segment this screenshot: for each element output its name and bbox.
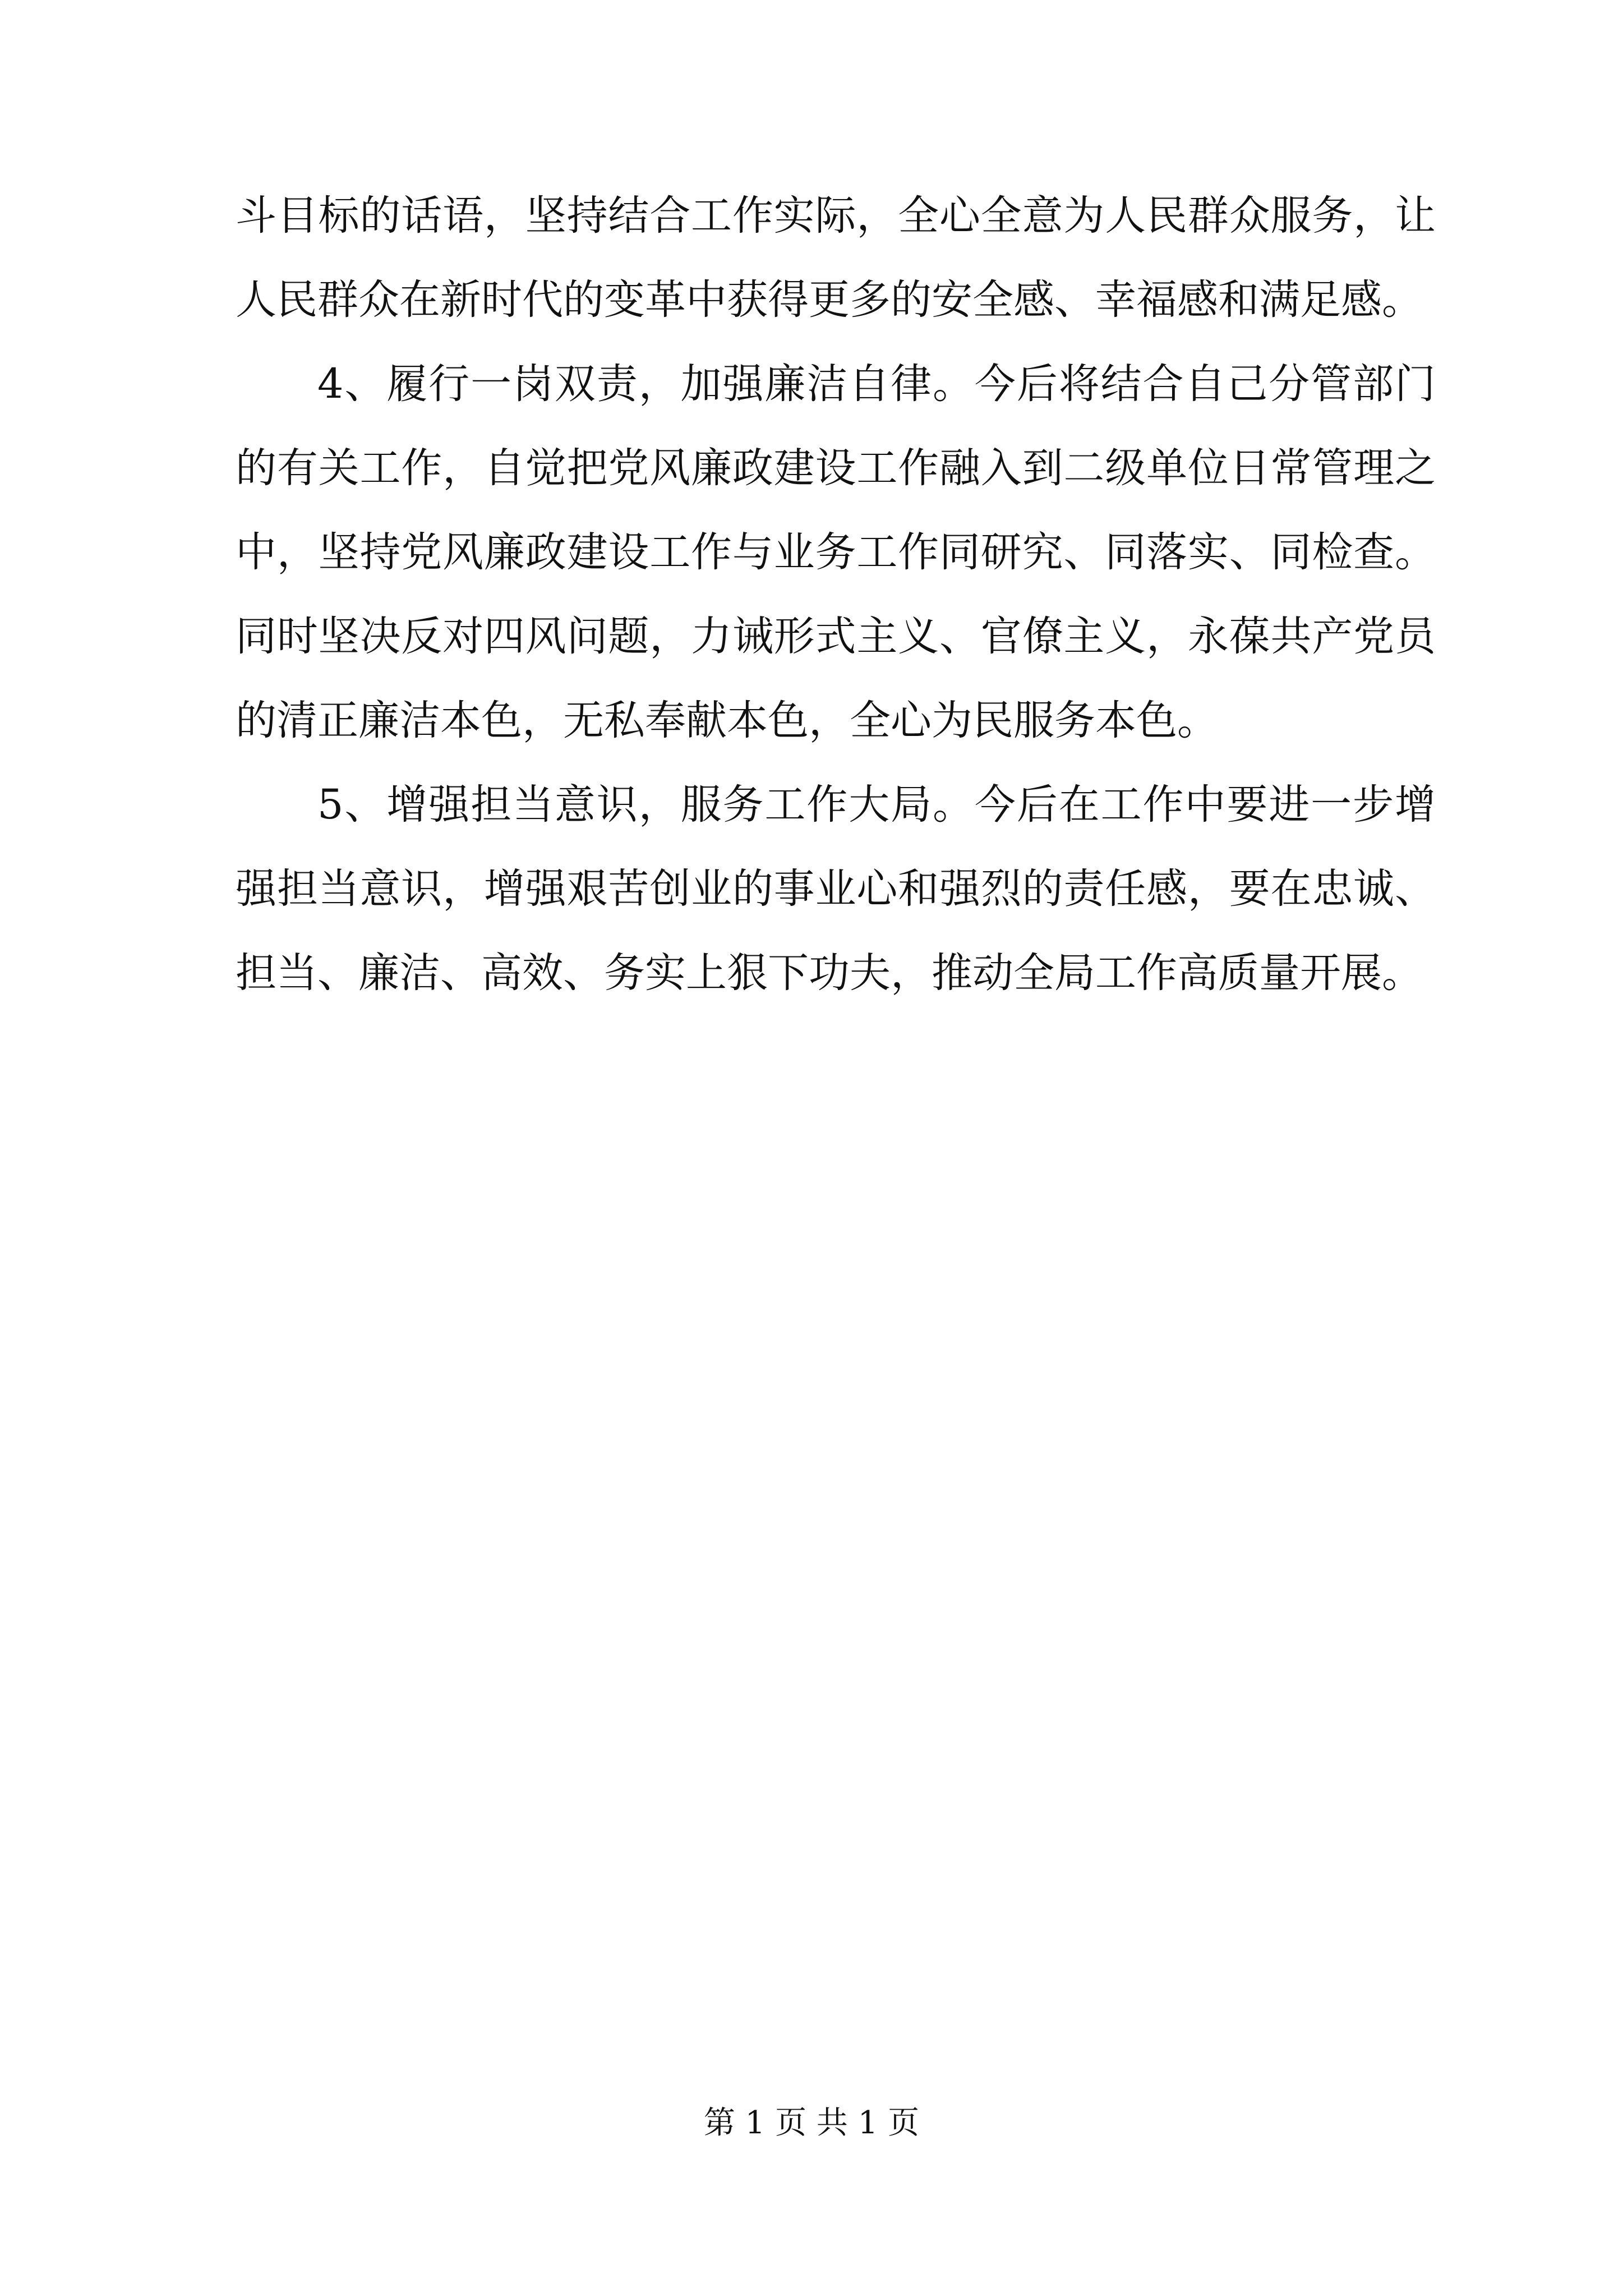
page-footer: 第 1 页 共 1 页 <box>703 2105 920 2141</box>
paragraph-continuation: 斗目标的话语，坚持结合工作实际，全心全意为人民群众服务，让人民群众在新时代的变革中获得更多的安全感、幸福感和满足感。 <box>236 192 1436 324</box>
paragraph-item-5: 5、增强担当意识，服务工作大局。今后在工作中要进一步增强担当意识，增强艰苦创业的事业心和强烈的责任感，要在忠诚、担当、廉洁、高效、务实上狠下功夫，推动全局工作高质量开展。 <box>236 781 1436 997</box>
paragraph-item-4: 4、履行一岗双责，加强廉洁自律。今后将结合自己分管部门的有关工作，自觉把党风廉政建设工作融入到二级单位日常管理之中，坚持党风廉政建设工作与业务工作同研究、同落实、同检查。同时坚决反对四风问题，力诫形式主义、官僚主义，永葆共产党员的清正廉洁本色，无私奉献本色，全心为民服务本色。 <box>236 360 1436 744</box>
document-body <box>236 174 1436 1015</box>
